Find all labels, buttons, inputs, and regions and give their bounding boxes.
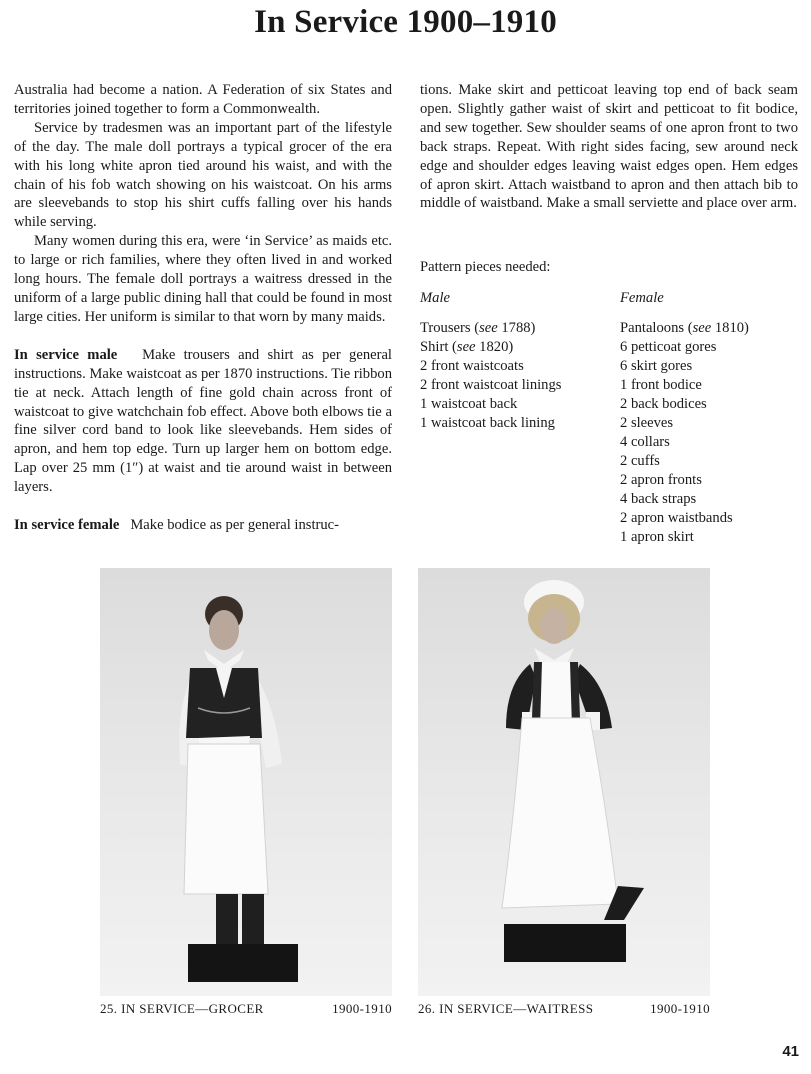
left-column [14, 81, 392, 535]
figure-caption-grocer [100, 1001, 392, 1017]
figure-caption-waitress [418, 1001, 710, 1017]
list-item: 2 front waistcoats [420, 358, 524, 374]
grocer-doll-photo [100, 568, 392, 996]
caption-title: 25. IN SERVICE—GROCER [100, 1001, 264, 1016]
list-item: Pantaloons (see 1810) [620, 320, 749, 336]
waitress-doll-illustration [418, 568, 710, 996]
paragraph-federation: Australia had become a nation. A Federation of six States and territories joined together to form a Commonwealth. [14, 82, 392, 117]
list-item: 2 cuffs [620, 453, 660, 469]
caption-title: 26. IN SERVICE—WAITRESS [418, 1001, 594, 1016]
see-reference: see [456, 339, 476, 355]
list-item: 6 skirt gores [620, 358, 693, 374]
grocer-doll-illustration [100, 568, 392, 996]
paragraph-tradesmen: Service by tradesmen was an important part of the lifestyle of the day. The male doll portrays a typical grocer of the era with his long white apron tied around his waist, and with the chain of his fob watch showing on his waistcoat. On his arms are sleevebands to stop his shirt cuffs falling over his hands while serving. [14, 119, 392, 231]
page-title: In Service 1900–1910 [254, 4, 557, 40]
list-item: Shirt (see 1820) [420, 339, 514, 355]
pattern-male-heading: Male [420, 290, 450, 306]
paragraph-female-instructions [14, 516, 392, 535]
list-item: 2 apron fronts [620, 472, 702, 488]
see-reference: see [479, 320, 498, 336]
female-instructions-text: Make bodice as per general instruc- [130, 517, 339, 534]
pattern-title: Pattern pieces needed: [420, 259, 551, 275]
waitress-doll-photo [418, 568, 710, 996]
list-item: 4 collars [620, 434, 670, 450]
page-number: 41 [782, 1043, 799, 1060]
list-item: 2 back bodices [620, 396, 707, 412]
list-item: 1 apron skirt [620, 529, 694, 545]
list-item: 4 back straps [620, 491, 697, 507]
see-reference: see [692, 320, 712, 336]
pattern-list-male [420, 289, 561, 433]
right-column [420, 81, 798, 213]
list-item: 2 front waistcoat linings [420, 377, 562, 393]
paragraph-women: Many women during this era, were ‘in Service’ as maids etc. to large or rich families, where they often lived in and worked long hours. The female doll portrays a waitress dressed in the uniform of a large public dining hall that could be found in most large cities. Her uniform is similar to that worn by many maids. [14, 233, 392, 325]
list-item: 1 waistcoat back [420, 396, 518, 412]
list-item: 2 apron waistbands [620, 510, 733, 526]
list-item: 6 petticoat gores [620, 339, 717, 355]
caption-years: 1900-1910 [332, 1001, 392, 1016]
list-item: 1 waistcoat back lining [420, 415, 555, 431]
pattern-list-female [620, 289, 749, 547]
list-item: Trousers (see 1788) [420, 320, 536, 336]
female-heading: In service female [14, 517, 120, 534]
list-item: 2 sleeves [620, 415, 674, 431]
caption-years: 1900-1910 [650, 1001, 710, 1016]
male-heading: In service male [14, 346, 118, 363]
paragraph-female-continued: tions. Make skirt and petticoat leaving top end of back seam open. Slightly gather waist of skirt and petticoat to fit bodice, and sew together. Sew shoulder seams of one apron front to two back straps. Repeat. With right sides facing, sew around neck edge and shoulder edges leaving waist edges open. Hem edges of apron skirt. Attach waistband to apron and then attach bib to middle of waistband. Make a small serviette and place over arm. [420, 82, 798, 212]
male-instructions-text: Make trousers and shirt as per general instructions. Make waistcoat as per 1870 instructions. Tie ribbon tie at neck. Attach length of fine gold chain across front of waistcoat to give watchchain fob effect. Above both elbows tie a fine silver cord band to look like sleevebands. Hem sides of apron, and hem top edge. Turn up larger hem on bottom edge. Lap over 25 mm (1″) at waist and tie around waist in between layers. [14, 346, 392, 496]
pattern-female-heading: Female [620, 290, 664, 306]
paragraph-male-instructions [14, 346, 392, 497]
list-item: 1 front bodice [620, 377, 702, 393]
